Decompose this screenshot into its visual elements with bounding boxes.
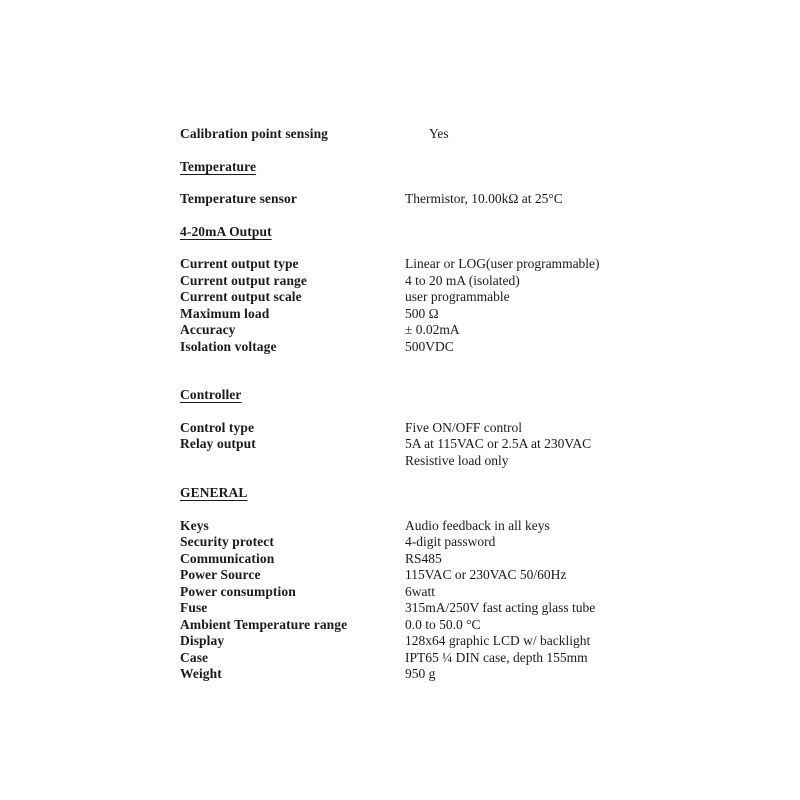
spec-label: Communication	[180, 550, 275, 566]
section-intro	[180, 126, 640, 143]
spec-value: IPT65 ¼ DIN case, depth 155mm	[405, 649, 588, 665]
spec-label: Temperature sensor	[180, 191, 297, 206]
spec-label: Current output scale	[180, 289, 302, 304]
spec-value: Audio feedback in all keys	[405, 517, 550, 533]
spec-value: 4-digit password	[405, 534, 496, 549]
spec-value: 0.0 to 50.0 °C	[405, 616, 481, 632]
spec-label: Ambient Temperature range	[180, 616, 348, 632]
spec-row	[180, 518, 640, 535]
spec-row	[180, 436, 640, 469]
spec-value: 115VAC or 230VAC 50/60Hz	[405, 567, 567, 582]
spec-value: 500VDC	[405, 338, 454, 354]
section-controller	[180, 387, 640, 469]
spec-value-line: 5A at 115VAC or 2.5A at 230VAC	[405, 436, 592, 451]
spec-row	[180, 617, 640, 634]
spec-row	[180, 666, 640, 683]
spec-label: Fuse	[180, 600, 208, 615]
spec-value: 315mA/250V fast acting glass tube	[405, 600, 596, 615]
spec-value: Yes	[429, 126, 449, 141]
section-heading: GENERAL	[180, 485, 248, 500]
spec-label: Power consumption	[180, 583, 296, 599]
spec-value: 500 Ω	[405, 305, 439, 321]
spec-row	[180, 273, 640, 290]
spec-label: Current output range	[180, 272, 308, 288]
section-temperature	[180, 159, 640, 208]
section-heading: Temperature	[180, 158, 257, 174]
spec-value: ± 0.02mA	[405, 322, 460, 337]
spec-row	[180, 191, 640, 208]
spec-row	[180, 534, 640, 551]
spec-value: Thermistor, 10.00kΩ at 25°C	[405, 191, 563, 206]
section-heading: 4-20mA Output	[180, 223, 272, 239]
spec-row	[180, 551, 640, 568]
spec-row	[180, 600, 640, 617]
spec-content	[180, 126, 640, 683]
spec-label: Accuracy	[180, 322, 236, 337]
spec-row	[180, 650, 640, 667]
spec-value: Linear or LOG(user programmable)	[405, 256, 600, 271]
spec-value: RS485	[405, 550, 442, 566]
spec-label: Keys	[180, 517, 209, 533]
spec-value: 950 g	[405, 666, 436, 681]
spec-row	[180, 567, 640, 584]
section-general	[180, 485, 640, 683]
spec-value: Five ON/OFF control	[405, 419, 523, 435]
spec-row	[180, 420, 640, 437]
spec-label: Maximum load	[180, 305, 270, 321]
spec-label: Weight	[180, 666, 222, 681]
section-4-20ma-output	[180, 224, 640, 356]
spec-row	[180, 339, 640, 356]
spec-row	[180, 256, 640, 273]
spec-row	[180, 126, 640, 143]
spec-value: 6watt	[405, 583, 435, 599]
spec-row	[180, 633, 640, 650]
spec-label: Display	[180, 633, 225, 648]
spec-value: 128x64 graphic LCD w/ backlight	[405, 633, 591, 648]
spec-label: Calibration point sensing	[180, 126, 329, 141]
spec-value	[405, 436, 640, 469]
spec-value: user programmable	[405, 289, 510, 304]
section-heading: Controller	[180, 387, 242, 402]
spec-row	[180, 289, 640, 306]
spec-label: Current output type	[180, 256, 299, 271]
spec-label: Power Source	[180, 567, 261, 582]
spec-value-line: Resistive load only	[405, 452, 509, 468]
spec-row	[180, 306, 640, 323]
spec-label: Isolation voltage	[180, 338, 277, 354]
spec-value: 4 to 20 mA (isolated)	[405, 272, 520, 288]
spec-row	[180, 584, 640, 601]
spec-label: Security protect	[180, 534, 274, 549]
spec-label: Control type	[180, 419, 255, 435]
spec-label: Case	[180, 649, 209, 665]
spec-label: Relay output	[180, 436, 256, 451]
spec-row	[180, 322, 640, 339]
